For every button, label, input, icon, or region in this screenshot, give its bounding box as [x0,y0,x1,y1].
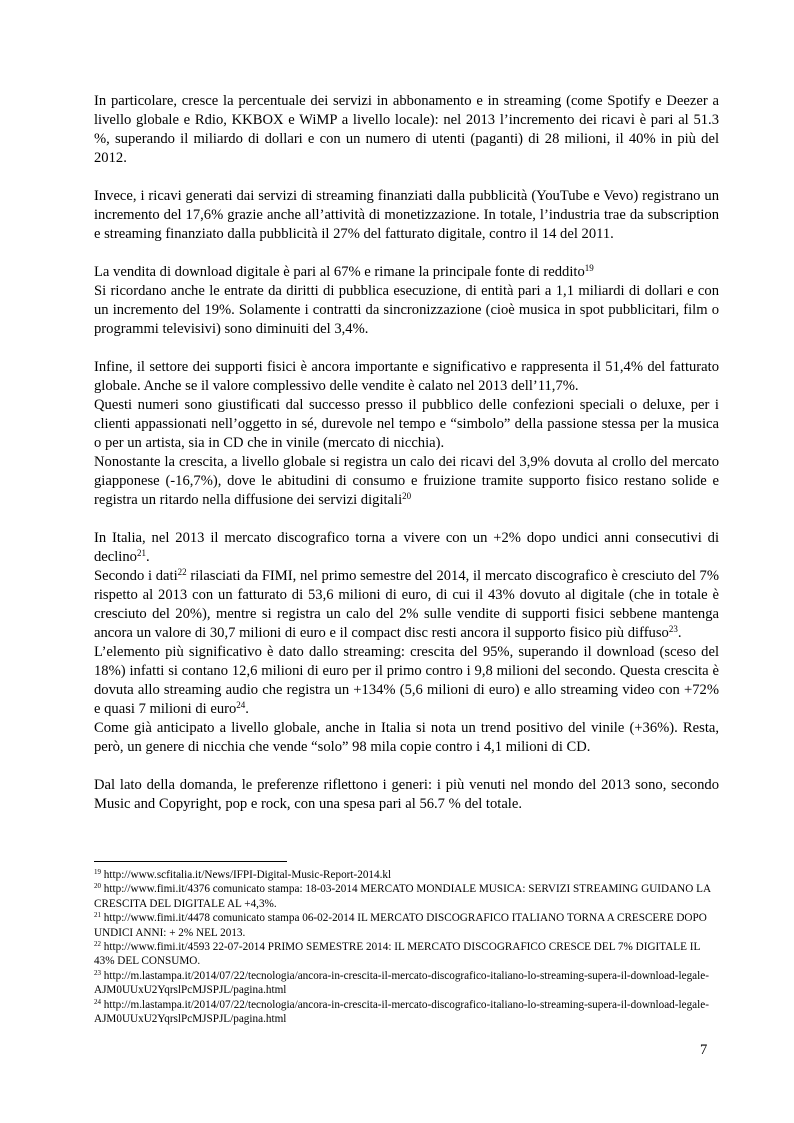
footnote-ref-20[interactable]: 20 [402,491,412,501]
footnote-ref-24[interactable]: 24 [236,700,246,710]
paragraph-3: La vendita di download digitale è pari al 67% e rimane la principale fonte di reddito$^{19}$ [94,263,594,280]
paragraph-4: Si ricordano anche le entrate da diritti di pubblica esecuzione, di entità pari a 1,1 miliardi di dollari e con un incremento del 19%. Solamente i contratti da sincronizzazione (cioè musica in spot pubblicitari, film o programmi televisivi) sono diminuiti del 3,4%. [94,283,719,337]
paragraph-6: Questi numeri sono giustificati dal successo presso il pubblico delle confezioni speciali o deluxe, per i clienti appassionati nell’oggetto in sé, durevole nel tempo e “simbolo” della passione stessa per la musica o per un artista, sia in CD che in vinile (mercato di nicchia). [94,397,719,451]
footnote-link[interactable]: http://www.fimi.it/4593 22-07-2014 PRIMO SEMESTRE 2014: IL MERCATO DISCOGRAFICO CRESCE DEL 7% DIGITALE IL 43% DEL CONSUMO. [94,941,700,968]
footnote-separator [94,861,287,862]
footnote-link[interactable]: http://m.lastampa.it/2014/07/22/tecnologia/ancora-in-crescita-il-mercato-discografico-italiano-lo-streaming-supera-il-download-legale-AJM0UUxU2YqrslPcMJSPJL/pagina.html [94,969,709,997]
footnote-24: $^{24}$ http://m.lastampa.it/2014/07/22/tecnologia/ancora-in-crescita-il-mercato-discografico-italiano-lo-streaming-supera-il-download-legale-AJM0UUxU2YqrslPcMJSPJL/pagina.html [94,997,709,1026]
footnote-link[interactable]: http://m.lastampa.it/2014/07/22/tecnologia/ancora-in-crescita-il-mercato-discografico-italiano-lo-streaming-supera-il-download-legale-AJM0UUxU2YqrslPcMJSPJL/pagina.html [94,998,709,1026]
footnote-22: $^{22}$ http://www.fimi.it/4593 22-07-2014 PRIMO SEMESTRE 2014: IL MERCATO DISCOGRAFICO CRESCE DEL 7% DIGITALE IL 43% DEL CONSUMO. [94,940,700,968]
paragraph-9: Secondo i dati$^{22}$ rilasciati da FIMI, nel primo semestre del 2014, il mercato discografico è cresciuto del 7% rispetto al 2013 con un fatturato di 53,6 milioni di euro, di cui il 43% dovuto al digitale (che in totale è cresciuto del 20%), mentre si registra un calo del 2% sulle vendite di supporti fisici sebbene mantenga ancora un valore di 30,7 milioni di euro e il compact disc resti ancora il supporto fisico più diffuso$^{23}$. [94,567,719,641]
footnote-ref-22[interactable]: 22 [177,567,187,577]
footnote-ref-23[interactable]: 23 [668,624,678,634]
paragraph-2: Invece, i ricavi generati dai servizi di streaming finanziati dalla pubblicità (YouTube e Vevo) registrano un incremento del 17,6% grazie anche all’attività di monetizzazione. In totale, l’industria trae da subscription e streaming finanziato dalla pubblicità il 27% del fatturato digitale, contro il 14 del 2011. [94,188,719,242]
footnote-23: $^{23}$ http://m.lastampa.it/2014/07/22/tecnologia/ancora-in-crescita-il-mercato-discografico-italiano-lo-streaming-supera-il-download-legale-AJM0UUxU2YqrslPcMJSPJL/pagina.html [94,968,709,997]
page-number: 7 [700,1042,708,1058]
paragraph-10: L’elemento più significativo è dato dallo streaming: crescita del 95%, superando il download (sceso del 18%) infatti si contano 12,6 milioni di euro per il primo contro i 9,8 milioni del secondo. Questa crescita è dovuta allo streaming audio che registra un +134% (5,6 milioni di euro) e allo streaming video con +72% e quasi 7 milioni di euro$^{24}$. [94,644,719,717]
paragraph-8: In Italia, nel 2013 il mercato discografico torna a vivere con un +2% dopo undici anni consecutivi di declino$^{21}$. [94,530,719,565]
footnote-link[interactable]: http://www.scfitalia.it/News/IFPI-Digital-Music-Report-2014.kl [101,869,392,881]
footnotes [94,868,719,1026]
footnote-19: $^{19}$ http://www.scfitalia.it/News/IFPI-Digital-Music-Report-2014.kl [94,868,392,881]
paragraph-5: Infine, il settore dei supporti fisici è ancora importante e significativo e rappresenta il 51,4% del fatturato globale. Anche se il valore complessivo delle vendite è calato nel 2013 dell’11,7%. [94,359,719,394]
footnote-21: $^{21}$ http://www.fimi.it/4478 comunicato stampa 06-02-2014 IL MERCATO DISCOGRAFICO ITALIANO TORNA A CRESCERE DOPO UNDICI ANNI: + 2% NEL 2013. [94,911,707,939]
paragraph-11: Come già anticipato a livello globale, anche in Italia si nota un trend positivo del vinile (+36%). Resta, però, un genere di nicchia che vende “solo” 98 mila copie contro i 4,1 milioni di CD. [94,720,719,755]
paragraph-12: Dal lato della domanda, le preferenze riflettono i generi: i più venuti nel mondo del 2013 sono, secondo Music and Copyright, pop e rock, con una spesa pari al 56.7 % del totale. [94,777,719,812]
footnote-ref-21[interactable]: 21 [136,548,146,558]
footnote-link[interactable]: http://www.fimi.it/4478 comunicato stampa 06-02-2014 IL MERCATO DISCOGRAFICO ITALIANO TORNA A CRESCERE DOPO UNDICI ANNI: + 2% NEL 2013. [94,912,707,939]
page-body [94,92,719,814]
paragraph-1: In particolare, cresce la percentuale dei servizi in abbonamento e in streaming (come Spotify e Deezer a livello globale e Rdio, KKBOX e WiMP a livello locale): nel 2013 l’incremento dei ricavi è pari al 51.3 %, superando il miliardo di dollari e con un numero di utenti (paganti) di 28 milioni, il 40% in più del 2012. [94,93,719,166]
footnote-ref-19[interactable]: 19 [584,263,594,273]
footnote-20: $^{20}$ http://www.fimi.it/4376 comunicato stampa: 18-03-2014 MERCATO MONDIALE MUSICA: SERVIZI STREAMING GUIDANO LA CRESCITA DEL DIGITALE AL +4,3%. [94,882,711,910]
footnote-link[interactable]: http://www.fimi.it/4376 comunicato stampa: 18-03-2014 MERCATO MONDIALE MUSICA: SERVIZI STREAMING GUIDANO LA CRESCITA DEL DIGITALE AL +4,3%. [94,883,711,910]
paragraph-7: Nonostante la crescita, a livello globale si registra un calo dei ricavi del 3,9% dovuta al crollo del mercato giapponese (-16,7%), dove le abitudini di consumo e fruizione tramite supporto fisico restano solide e registra un ritardo nella diffusione dei servizi digitali$^{20}$ [94,454,719,508]
